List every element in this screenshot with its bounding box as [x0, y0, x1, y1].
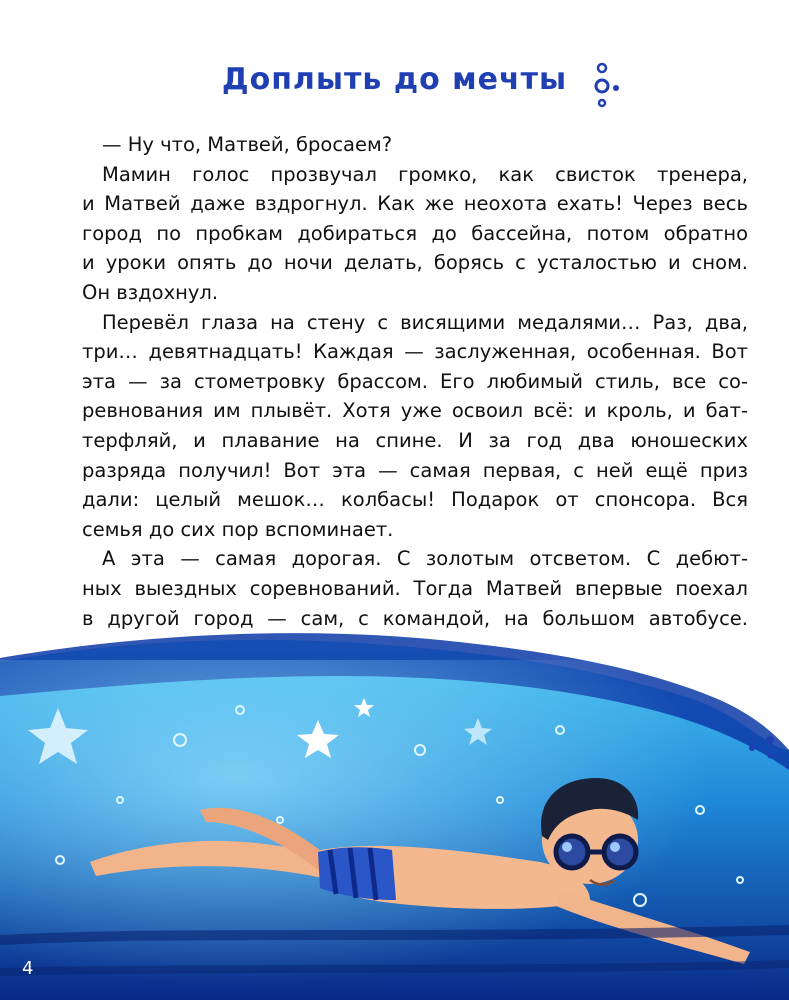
text-line: Он вздохнул.: [82, 280, 219, 304]
text-line: дали: целый мешок… колбасы! Подарок от спонсора. Вся: [82, 488, 748, 512]
swimmer-illustration: [0, 600, 789, 1000]
text-line: А эта — самая дорогая. С золотым отсветом. С дебют-: [102, 547, 748, 571]
text-line: Перевёл глаза на стену с висящими медалями… Раз, два,: [102, 310, 748, 334]
text-line: в другой город — сам, с командой, на большом автобусе.: [82, 606, 748, 630]
story-text: [82, 130, 748, 633]
text-line: разряда получил! Вот эта — самая первая, с ней ещё приз: [82, 458, 748, 482]
text-line: три… девятнадцать! Каждая — заслуженная, особенная. Вот: [82, 340, 748, 364]
text-line: ревнования им плывёт. Хотя уже освоил всё: и кроль, и бат-: [82, 399, 748, 423]
text-line: семья до сих пор вспоминает.: [82, 517, 394, 541]
text-line: Мамин голос прозвучал громко, как свисток тренера,: [102, 162, 748, 186]
text-line: город по пробкам добираться до бассейна, потом обратно: [82, 221, 748, 245]
text-line: терфляй, и плавание на спине. И за год два юношеских: [82, 428, 748, 452]
text-line: — Ну что, Матвей, бросаем?: [102, 133, 393, 156]
bubbles-decoration-icon: [592, 58, 632, 118]
page-number: 4: [22, 958, 34, 979]
text-line: эта — за стометровку брассом. Его любимый стиль, все со-: [82, 369, 748, 393]
text-line: и уроки опять до ночи делать, борясь с усталостью и сном.: [82, 251, 748, 275]
text-line: ных выездных соревнований. Тогда Матвей впервые поехал: [82, 576, 748, 600]
chapter-title: Доплыть до мечты: [221, 62, 568, 97]
text-line: и Матвей даже вздрогнул. Как же неохота ехать! Через весь: [82, 192, 748, 216]
